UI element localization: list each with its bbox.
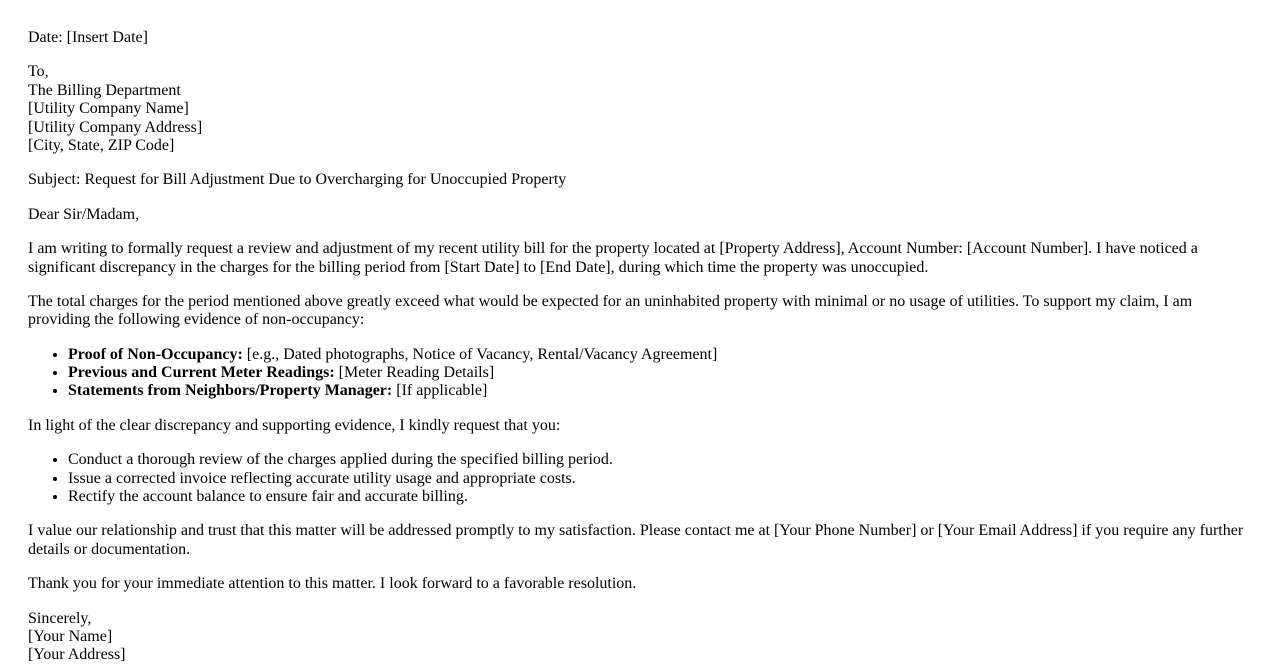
request-item: • Issue a corrected invoice reflecting accurate utility usage and appropriate costs. [68, 470, 1246, 488]
paragraph-intro: I am writing to formally request a review and adjustment of my recent utility bill for the property located at [Property Address], Account Number: [Account Number]. I have noticed a significant discrepancy in the charges for the billing period from [Start Date] to [End Date], during which time the property was unoccupied. [28, 240, 1198, 276]
evidence-list [28, 346, 1246, 401]
request-list [28, 451, 1246, 506]
evidence-item-text: [Meter Reading Details] [334, 364, 495, 382]
paragraph-charges: The total charges for the period mentioned above greatly exceed what would be expected for an uninhabited property with minimal or no usage of utilities. To support my claim, I am providing the following evidence of non-occupancy: [28, 292, 1193, 329]
evidence-item [68, 364, 1246, 382]
evidence-item-label: Statements from Neighbors/Property Manager: [68, 382, 393, 400]
recipient-line: The Billing Department [28, 81, 181, 99]
evidence-item-label: Previous and Current Meter Readings: [68, 364, 335, 382]
evidence-item-text: [If applicable] [392, 382, 488, 400]
closing-line: [Your Name] [28, 627, 113, 645]
date-line: Date: [Insert Date] [28, 29, 148, 46]
paragraph-contact: I value our relationship and trust that this matter will be addressed promptly to my satisfaction. Please contact me at [Your Phone Number] or [Your Email Address] if you require any further details or documentation. [28, 522, 1244, 558]
recipient-line: [City, State, ZIP Code] [28, 136, 175, 154]
subject-line: Subject: Request for Bill Adjustment Due to Overcharging for Unoccupied Property [28, 171, 567, 189]
recipient-line: [Utility Company Address] [28, 118, 203, 136]
paragraph-thanks: Thank you for your immediate attention to this matter. I look forward to a favorable resolution. [28, 575, 637, 593]
evidence-item-label: Proof of Non-Occupancy: [68, 345, 243, 363]
paragraph-request: In light of the clear discrepancy and supporting evidence, I kindly request that you: [28, 416, 561, 434]
closing-line: Sincerely, [28, 609, 92, 627]
recipient-line: [Utility Company Name] [28, 100, 189, 118]
evidence-item [68, 346, 1246, 364]
request-item: • Rectify the account balance to ensure fair and accurate billing. [68, 488, 1246, 506]
recipient-line: To, [28, 63, 49, 81]
evidence-item-text: [e.g., Dated photographs, Notice of Vacancy, Rental/Vacancy Agreement] [242, 345, 718, 363]
evidence-item [68, 382, 1246, 400]
salutation: Dear Sir/Madam, [28, 205, 140, 223]
recipient-block [28, 63, 1246, 155]
closing-block [28, 610, 1246, 665]
request-item: • Conduct a thorough review of the charges applied during the specified billing period. [68, 451, 1246, 469]
closing-line: [Your Address] [28, 646, 126, 664]
